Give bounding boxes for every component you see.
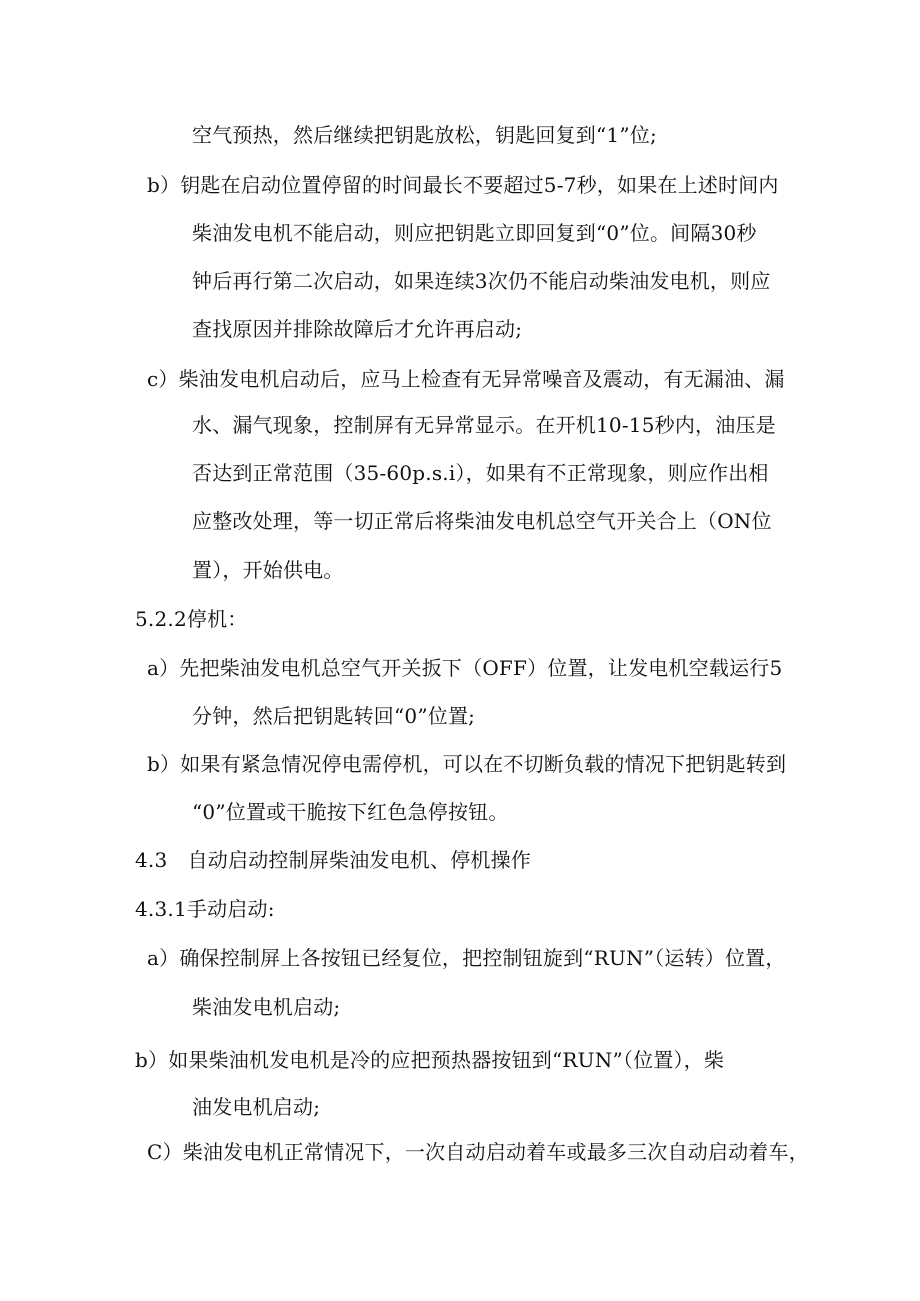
text-line: 查找原因并排除故障后才允许再启动; [192,317,523,341]
section-heading: 4.3 自动启动控制屏柴油发电机、停机操作 [135,848,532,872]
text-line: C）柴油发电机正常情况下，一次自动启动着车或最多三次自动启动着车， [147,1140,809,1164]
text-line: 钟后再行第二次启动，如果连续3次仍不能启动柴油发电机，则应 [192,269,771,293]
text-line: a）确保控制屏上各按钮已经复位，把控制钮旋到“RUN”（运转）位置， [147,946,786,970]
text-line: 空气预热，然后继续把钥匙放松，钥匙回复到“1”位; [192,123,657,147]
text-line: 水、漏气现象，控制屏有无异常显示。在开机10-15秒内，油压是 [192,413,776,437]
text-line: a）先把柴油发电机总空气开关扳下（OFF）位置，让发电机空载运行5 [147,656,783,680]
text-line: 应整改处理，等一切正常后将柴油发电机总空气开关合上（ON位 [192,509,772,533]
text-line: 油发电机启动; [192,1095,321,1119]
text-line: c）柴油发电机启动后，应马上检查有无异常噪音及震动，有无漏油、漏 [147,367,785,391]
text-line: 柴油发电机不能启动，则应把钥匙立即回复到“0”位。间隔30秒 [192,221,757,245]
text-line: 否达到正常范围（35-60p.s.i），如果有不正常现象，则应作出相 [192,461,769,485]
text-line: b）如果柴油机发电机是冷的应把预热器按钮到“RUN”（位置），柴 [135,1048,725,1072]
text-line: 柴油发电机启动; [192,995,341,1019]
text-line: 分钟，然后把钥匙转回“0”位置; [192,704,476,728]
section-heading: 4.3.1手动启动: [135,897,275,921]
text-line: “0”位置或干脆按下红色急停按钮。 [192,800,509,824]
text-line: b）钥匙在启动位置停留的时间最长不要超过5-7秒，如果在上述时间内 [147,173,779,197]
text-line: 置），开始供电。 [192,558,344,582]
section-heading: 5.2.2停机： [135,607,248,631]
text-line: b）如果有紧急情况停电需停机，可以在不切断负载的情况下把钥匙转到 [147,752,787,776]
